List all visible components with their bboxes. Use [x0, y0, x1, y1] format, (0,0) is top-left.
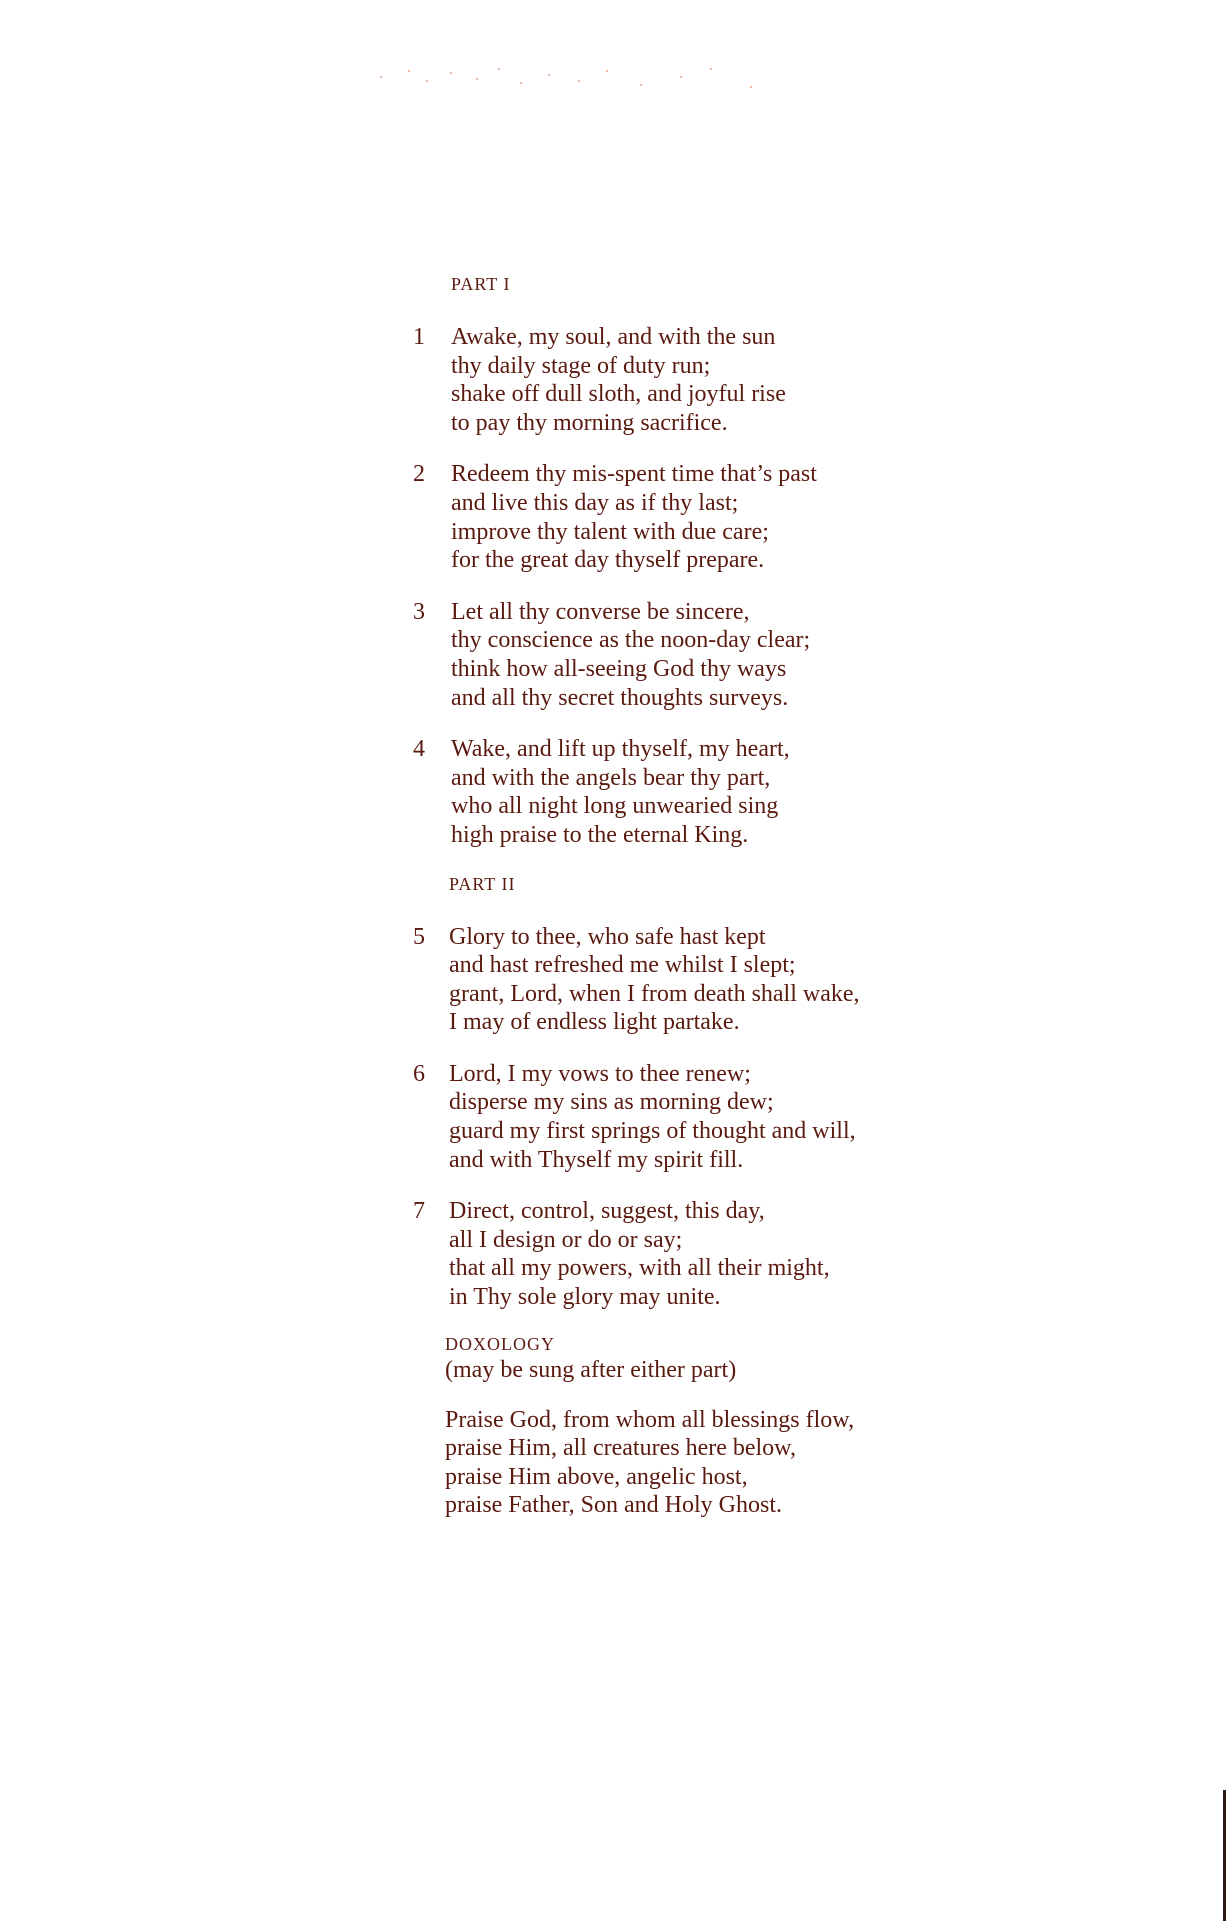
- verse-line: thy conscience as the noon-day clear;: [451, 627, 811, 654]
- verse-line: Wake, and lift up thyself, my heart,: [451, 736, 790, 763]
- verse-line: guard my first springs of thought and will,: [449, 1118, 856, 1145]
- part-1-heading: PART I: [451, 274, 511, 294]
- verse-line: Direct, control, suggest, this day,: [449, 1198, 765, 1225]
- verse-line: and live this day as if thy last;: [451, 489, 739, 516]
- verse-line: Lord, I my vows to thee renew;: [449, 1060, 751, 1087]
- verse-number: 1: [413, 324, 425, 350]
- verse-line: and all thy secret thoughts surveys.: [451, 684, 789, 711]
- verse-line: improve thy talent with due care;: [451, 518, 769, 545]
- verse-number: 3: [413, 598, 425, 625]
- verse-line: high praise to the eternal King.: [451, 821, 749, 848]
- verse-line: shake off dull sloth, and joyful rise: [451, 381, 786, 408]
- verse-line: Redeem thy mis-spent time that’s past: [451, 461, 817, 488]
- verse-line: I may of endless light partake.: [449, 1009, 740, 1036]
- doxology-verse: [413, 1406, 973, 1520]
- verse-line: who all night long unwearied sing: [451, 793, 779, 820]
- verse-4: [413, 735, 973, 849]
- doxology-note: (may be sung after either part): [445, 1356, 737, 1383]
- verse-line: in Thy sole glory may unite.: [449, 1284, 721, 1311]
- verse-5: [413, 923, 973, 1037]
- verse-line: for the great day thyself prepare.: [451, 547, 765, 574]
- verse-number: 2: [413, 461, 425, 488]
- verse-number: 6: [413, 1060, 425, 1087]
- verse-line: praise Father, Son and Holy Ghost.: [445, 1492, 782, 1519]
- verse-line: thy daily stage of duty run;: [451, 352, 711, 379]
- verse-line: that all my powers, with all their might,: [449, 1255, 830, 1282]
- verse-line: think how all-seeing God thy ways: [451, 655, 787, 682]
- hymn-text: [413, 272, 973, 1520]
- verse-line: praise Him, all creatures here below,: [445, 1435, 796, 1462]
- verse-6: [413, 1060, 973, 1174]
- verse-3: [413, 598, 973, 712]
- verse-line: and with Thyself my spirit fill.: [449, 1146, 744, 1173]
- verse-line: all I design or do or say;: [449, 1226, 683, 1253]
- verse-line: Praise God, from whom all blessings flow,: [445, 1406, 855, 1433]
- page-specks-decoration: [380, 66, 800, 106]
- verse-number: 7: [413, 1198, 425, 1225]
- verse-line: Glory to thee, who safe hast kept: [449, 923, 766, 950]
- verse-line: and hast refreshed me whilst I slept;: [449, 952, 796, 979]
- verse-line: grant, Lord, when I from death shall wake,: [449, 980, 860, 1007]
- doxology-heading: DOXOLOGY: [445, 1333, 555, 1354]
- verse-1: [413, 323, 973, 437]
- verse-line: Let all thy converse be sincere,: [451, 598, 750, 625]
- verse-7: [413, 1197, 973, 1311]
- verse-line: praise Him above, angelic host,: [445, 1463, 748, 1490]
- verse-2: [413, 460, 973, 574]
- part-2-heading: PART II: [449, 873, 516, 894]
- verse-line: disperse my sins as morning dew;: [449, 1089, 774, 1116]
- verse-number: 4: [413, 736, 425, 763]
- verse-line: and with the angels bear thy part,: [451, 764, 771, 791]
- verse-number: 5: [413, 923, 425, 950]
- verse-line: Awake, my soul, and with the sun: [451, 324, 776, 350]
- verse-line: to pay thy morning sacrifice.: [451, 409, 728, 436]
